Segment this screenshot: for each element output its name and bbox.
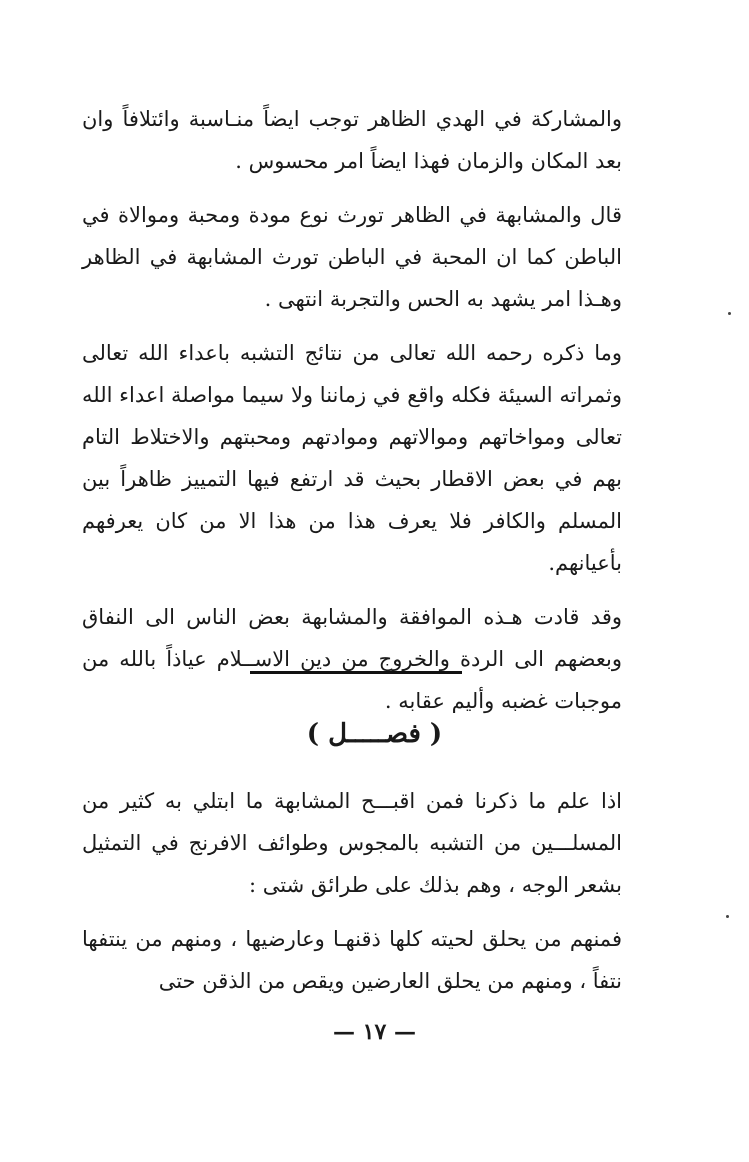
page-number: — ١٧ — xyxy=(333,1019,416,1045)
scan-speck xyxy=(726,915,729,918)
paragraph: اذا علم ما ذكرنا فمن اقبـــح المشابهة ما ابتلي به كثير من المسلـــين من التشبه بالمجوس وطوائف الافرنج في التمثيل بشعر الوجه ، وهم بذلك على طرائق شتى : xyxy=(82,789,623,897)
body-text-bottom xyxy=(82,780,622,1002)
section-heading: ( فصـــــل ) xyxy=(306,719,443,749)
paragraph: والمشاركة في الهدي الظاهر توجب ايضاً منـاسبة وائتلافاً وان بعد المكان والزمان فهذا ايضاً امر محسوس . xyxy=(82,107,622,173)
paragraph: قال والمشابهة في الظاهر تورث نوع مودة ومحبة وموالاة في الباطن كما ان المحبة في الباطن تورث المشابهة في الظاهر وهـذا امر يشهد به الحس والتجربة انتهى . xyxy=(82,203,622,311)
scan-speck xyxy=(728,312,731,315)
paragraph: وقد قادت هـذه الموافقة والمشابهة بعض الناس الى النفاق وبعضهم الى الردة والخروج من دين الاســلام عياذاً بالله من موجبات غضبه وأليم عقابه . xyxy=(82,605,622,713)
paragraph: فمنهم من يحلق لحيته كلها ذقنهـا وعارضيها ، ومنهم من ينتفها نتفاً ، ومنهم من يحلق العارضين ويقص من الذقن حتى xyxy=(82,927,622,993)
body-text-top xyxy=(82,98,622,722)
paragraph: وما ذكره رحمه الله تعالى من نتائج التشبه باعداء الله تعالى وثمراته السيئة فكله واقع في زماننا ولا سيما مواصلة اعداء الله تعالى ومواخاتهم وموالاتهم وموادتهم ومحبتهم والاختلاط التام بهم في بعض الاقطار بحيث قد ارتفع فيها التمييز ظاهراً بين المسلم والكافر فلا يعرف هذا من هذا الا من كان يعرفهم بأعيانهم. xyxy=(82,341,622,575)
section-divider xyxy=(250,671,462,674)
